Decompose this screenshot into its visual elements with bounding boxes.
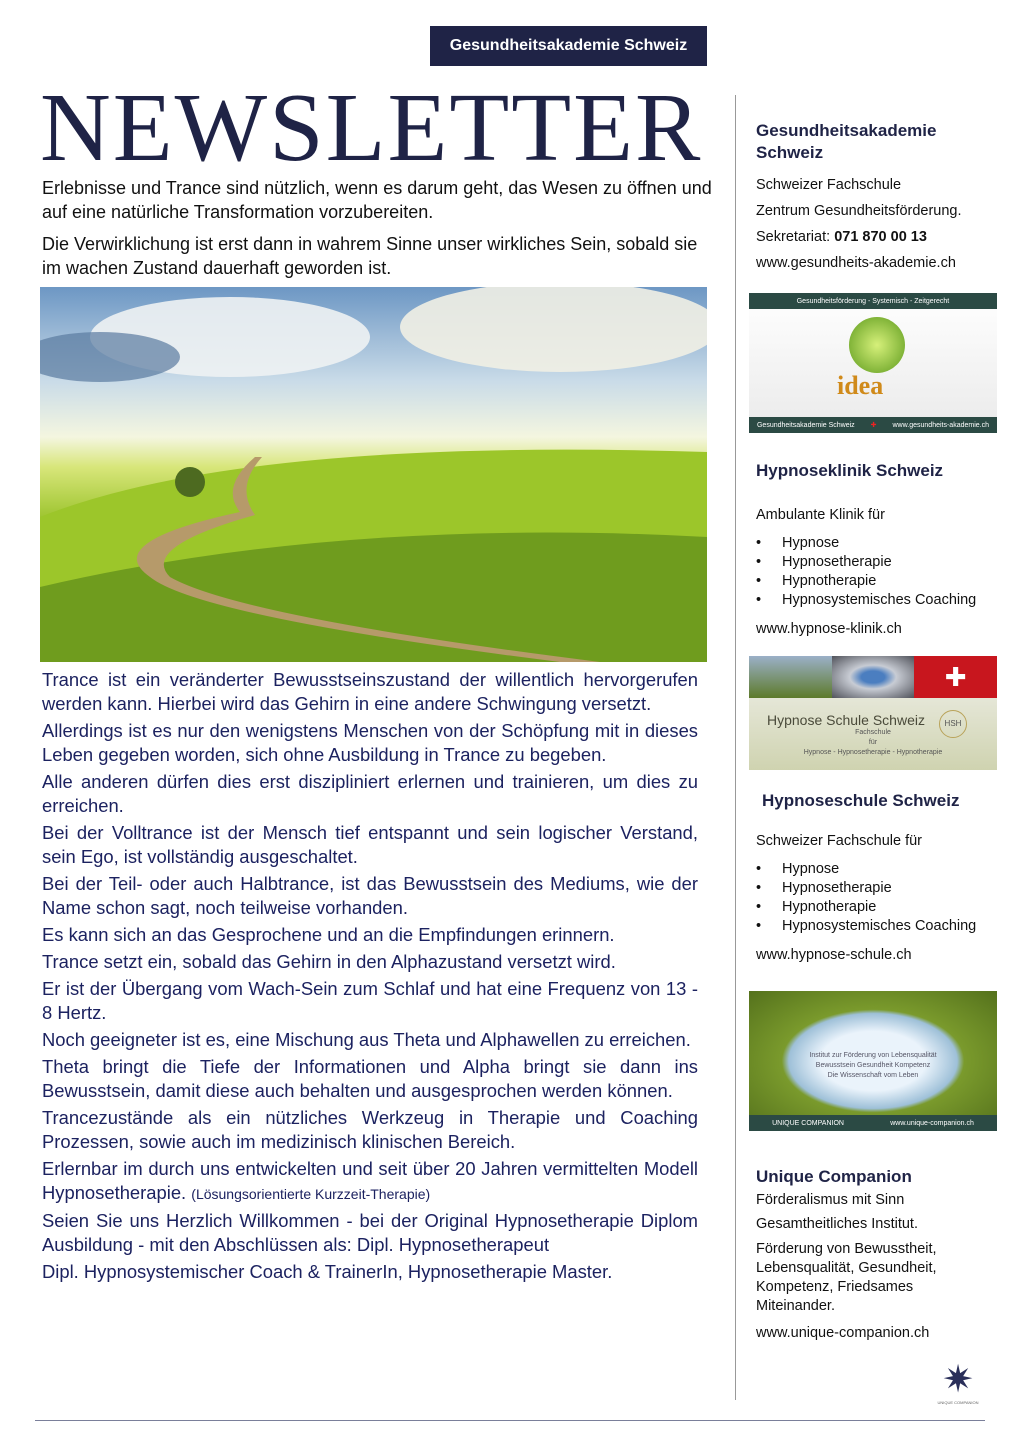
- body-paragraph: Seien Sie uns Herzlich Willkommen - bei der Original Hypnosetherapie Diplom Ausbildung - mit den Abschlüssen als: Dipl. Hypnosetherapeut: [42, 1210, 698, 1255]
- intro-paragraph: Die Verwirklichung ist erst dann in wahrem Sinne unser wirkliches Sein, sobald sie im wachen Zustand dauerhaft geworden ist.: [42, 234, 698, 278]
- academy-phone: [756, 224, 986, 250]
- ad3-line: Institut zur Förderung von Lebensqualität: [809, 1052, 937, 1059]
- unique-companion-logo: ✷ UNIQUE COMPANION: [937, 1359, 979, 1405]
- schule-list: [756, 860, 996, 936]
- body-paragraph: Es kann sich an das Gesprochene und an die Empfindungen erinnern.: [42, 924, 615, 945]
- academy-line: Zentrum Gesundheitsförderung.: [756, 203, 962, 219]
- ad-top-bar: Gesundheitsförderung - Systemisch - Zeitgerecht: [749, 293, 997, 309]
- star-logo-icon: ✷: [942, 1359, 974, 1401]
- footer-divider: [35, 1420, 985, 1421]
- intro: [42, 176, 712, 288]
- swiss-flag-icon: ✚: [914, 656, 997, 698]
- body-paragraph: Trance ist ein veränderter Bewusstseinszustand der willentlich hervorgerufen werden kann. Hierbei wird das Gehirn in eine andere Schwingung versetzt.: [42, 669, 698, 714]
- list-item: • Hypnotherapie: [756, 572, 996, 591]
- phone-number: 071 870 00 13: [834, 229, 927, 245]
- klinik-list: [756, 534, 996, 610]
- sidebar-klinik: [756, 460, 996, 642]
- column-divider: [735, 95, 736, 1400]
- academy-line: Schweizer Fachschule: [756, 177, 902, 193]
- body-paragraph: Allerdings ist es nur den wenigstens Menschen von der Schöpfung mit in dieses Leben gegeben worden, sich ohne Ausbildung in Trance zu begeben.: [42, 720, 698, 765]
- klinik-url[interactable]: www.hypnose-klinik.ch: [756, 621, 902, 637]
- unique-title: Unique Companion: [756, 1167, 912, 1186]
- unique-url[interactable]: www.unique-companion.ch: [756, 1325, 930, 1341]
- body-paragraph: [42, 1157, 698, 1206]
- academy-url[interactable]: www.gesundheits-akademie.ch: [756, 255, 956, 271]
- intro-paragraph: Erlebnisse und Trance sind nützlich, wenn es darum geht, das Wesen zu öffnen und auf eine natürliche Transformation vorzubereiten.: [42, 178, 712, 222]
- swiss-cross-icon: ✚: [870, 422, 877, 429]
- body-paragraph: Er ist der Übergang vom Wach-Sein zum Schlaf und hat eine Frequenz von 13 - 8 Hertz.: [42, 978, 698, 1023]
- body-paragraph: Bei der Teil- oder auch Halbtrance, ist das Bewusstsein des Mediums, wie der Name schon sagt, noch teilweise vorhanden.: [42, 873, 698, 918]
- brand-banner: Gesundheitsakademie Schweiz: [430, 26, 707, 66]
- academy-title: Gesundheitsakademie Schweiz: [756, 121, 937, 162]
- unique-companion-banner-image: [749, 991, 997, 1131]
- sidebar-schule: [756, 790, 996, 968]
- list-item: • Hypnose: [756, 860, 996, 879]
- sidebar-academy: [756, 120, 986, 276]
- body-paragraph: Alle anderen dürfen dies erst diszipliniert erlernen und trainieren, um dies zu erreichen.: [42, 771, 698, 816]
- ad2-line: Hypnose - Hypnosetherapie - Hypnotherapie: [803, 749, 943, 756]
- landscape-image: [40, 287, 707, 662]
- body-paragraph: Trance setzt ein, sobald das Gehirn in den Alphazustand versetzt wird.: [42, 951, 616, 972]
- hsh-badge: HSH: [939, 710, 967, 738]
- schule-url[interactable]: www.hypnose-schule.ch: [756, 947, 912, 963]
- body-paragraph: Bei der Volltrance ist der Mensch tief entspannt und sein logischer Verstand, sein Ego, ist vollständig ausgeschaltet.: [42, 822, 698, 867]
- phone-label: Sekretariat:: [756, 229, 831, 245]
- list-item: • Hypnosystemisches Coaching: [756, 917, 996, 936]
- schule-intro: Schweizer Fachschule für: [756, 833, 923, 849]
- body-note: (Lösungsorientierte Kurzzeit-Therapie): [191, 1186, 431, 1202]
- list-item: • Hypnosetherapie: [756, 879, 996, 898]
- ad3-left: UNIQUE COMPANION: [772, 1119, 844, 1127]
- body-paragraph: Theta bringt die Tiefe der Informationen und Alpha bringt sie dann ins Bewusstsein, damit diese auch behalten und ausgesprochen werden können.: [42, 1056, 698, 1101]
- page-title: NEWSLETTER: [40, 74, 703, 182]
- ad3-line: Die Wissenschaft vom Leben: [827, 1072, 919, 1079]
- academy-banner-image: [749, 293, 997, 433]
- schule-title: Hypnoseschule Schweiz: [762, 791, 960, 810]
- body-paragraph: Noch geeigneter ist es, eine Mischung aus Theta und Alphawellen zu erreichen.: [42, 1029, 691, 1050]
- article-body: [42, 668, 698, 1287]
- ad2-line: für: [868, 739, 878, 746]
- unique-line: Förderung von Bewusstheit, Lebensqualität, Gesundheit, Kompetenz, Friedsames Miteinander.: [756, 1241, 937, 1314]
- body-paragraph: Trancezustände als ein nützliches Werkzeug in Therapie und Coaching Prozessen, sowie auch im medizinisch klinischen Bereich.: [42, 1107, 698, 1152]
- ad-idea-word: idea: [837, 371, 884, 400]
- unique-line: Förderalismus mit Sinn: [756, 1192, 905, 1208]
- list-item: • Hypnose: [756, 534, 996, 553]
- body-text: Erlernbar im durch uns entwickelten und seit über 20 Jahren vermittelten Modell Hypnosetherapie.: [42, 1158, 698, 1203]
- klinik-title: Hypnoseklinik Schweiz: [756, 461, 944, 480]
- unique-line: Gesamtheitliches Institut.: [756, 1216, 918, 1232]
- ad3-right: www.unique-companion.ch: [890, 1119, 974, 1127]
- list-item: • Hypnosetherapie: [756, 553, 996, 572]
- hypnose-schule-banner-image: [749, 656, 997, 770]
- body-paragraph: Dipl. Hypnosystemischer Coach & TrainerIn, Hypnosetherapie Master.: [42, 1261, 613, 1282]
- ad-left: Gesundheitsakademie Schweiz: [756, 421, 855, 429]
- ad2-title: Hypnose Schule Schweiz: [767, 712, 925, 728]
- ad-right: www.gesundheits-akademie.ch: [892, 421, 989, 429]
- list-item: • Hypnosystemisches Coaching: [756, 591, 996, 610]
- sidebar-unique: [756, 1166, 986, 1346]
- klinik-intro: Ambulante Klinik für: [756, 507, 885, 523]
- list-item: • Hypnotherapie: [756, 898, 996, 917]
- ad2-line: Fachschule: [855, 729, 891, 736]
- ad3-line: Bewusstsein Gesundheit Kompetenz: [815, 1062, 931, 1069]
